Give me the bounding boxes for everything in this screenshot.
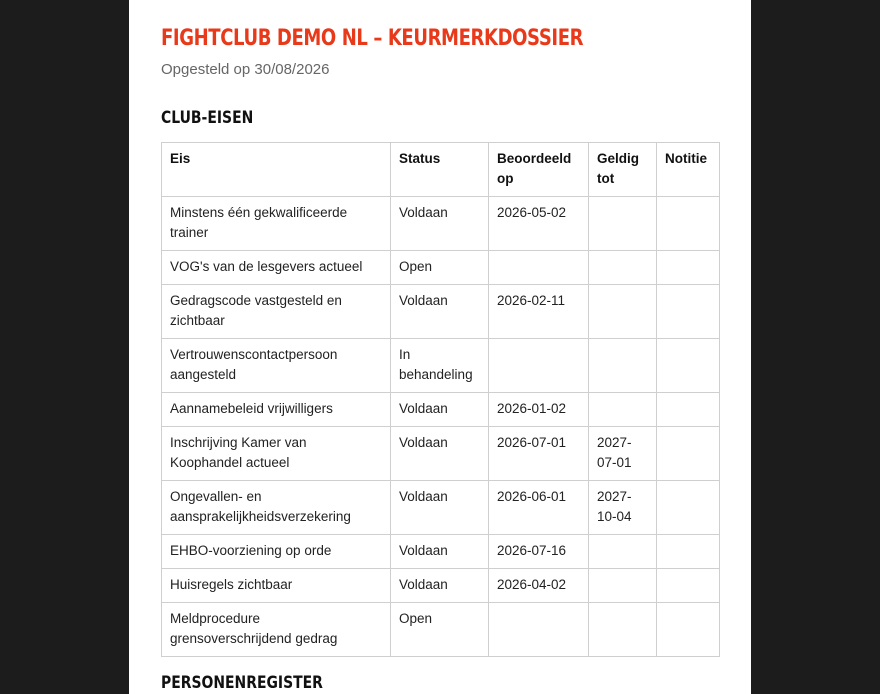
document-date: Opgesteld op 30/08/2026 [161,61,330,78]
table-row [162,603,720,657]
cell-valid-until [589,197,657,251]
column-header-status: Status [391,143,489,197]
cell-status: Open [391,603,489,657]
column-header-valid-until: Geldig tot [589,143,657,197]
cell-valid-until: 2027-07-01 [589,427,657,481]
cell-status: Voldaan [391,393,489,427]
cell-note [657,251,720,285]
cell-valid-until [589,393,657,427]
cell-status: Voldaan [391,427,489,481]
cell-note [657,285,720,339]
section-title-person-register: PERSONENREGISTER [161,673,323,693]
cell-assessed-on: 2026-06-01 [489,481,589,535]
table-row [162,393,720,427]
cell-requirement: Gedragscode vastgesteld en zichtbaar [162,285,391,339]
cell-assessed-on: 2026-02-11 [489,285,589,339]
requirements-table [161,142,720,657]
table-row [162,251,720,285]
cell-valid-until [589,339,657,393]
cell-requirement: EHBO-voorziening op orde [162,535,391,569]
cell-valid-until [589,251,657,285]
table-row [162,285,720,339]
column-header-assessed-on: Beoordeeld op [489,143,589,197]
cell-status: In behandeling [391,339,489,393]
cell-requirement: Aannamebeleid vrijwilligers [162,393,391,427]
cell-assessed-on [489,603,589,657]
cell-requirement: VOG's van de lesgevers actueel [162,251,391,285]
table-row [162,197,720,251]
cell-note [657,197,720,251]
cell-note [657,535,720,569]
cell-requirement: Inschrijving Kamer van Koophandel actueel [162,427,391,481]
cell-status: Voldaan [391,285,489,339]
table-row [162,339,720,393]
document-page [129,0,751,694]
cell-status: Voldaan [391,197,489,251]
cell-note [657,339,720,393]
cell-note [657,569,720,603]
cell-note [657,481,720,535]
table-row [162,569,720,603]
cell-assessed-on: 2026-01-02 [489,393,589,427]
cell-valid-until [589,285,657,339]
cell-requirement: Minstens één gekwalificeerde trainer [162,197,391,251]
column-header-note: Notitie [657,143,720,197]
table-header-row [162,143,720,197]
table-row [162,427,720,481]
cell-assessed-on: 2026-07-01 [489,427,589,481]
table-row [162,535,720,569]
cell-requirement: Meldprocedure grensoverschrijdend gedrag [162,603,391,657]
cell-assessed-on [489,339,589,393]
cell-valid-until [589,535,657,569]
column-header-requirement: Eis [162,143,391,197]
cell-note [657,393,720,427]
cell-assessed-on: 2026-04-02 [489,569,589,603]
cell-assessed-on [489,251,589,285]
cell-valid-until: 2027-10-04 [589,481,657,535]
cell-requirement: Ongevallen- en aansprakelijkheidsverzekering [162,481,391,535]
cell-valid-until [589,603,657,657]
cell-status: Voldaan [391,481,489,535]
cell-requirement: Vertrouwenscontactpersoon aangesteld [162,339,391,393]
cell-assessed-on: 2026-05-02 [489,197,589,251]
cell-status: Voldaan [391,569,489,603]
table-row [162,481,720,535]
cell-note [657,427,720,481]
cell-status: Voldaan [391,535,489,569]
cell-requirement: Huisregels zichtbaar [162,569,391,603]
section-title-club-requirements: CLUB-EISEN [161,108,254,128]
cell-status: Open [391,251,489,285]
document-title: FIGHTCLUB DEMO NL – KEURMERKDOSSIER [161,26,584,51]
cell-assessed-on: 2026-07-16 [489,535,589,569]
cell-valid-until [589,569,657,603]
cell-note [657,603,720,657]
